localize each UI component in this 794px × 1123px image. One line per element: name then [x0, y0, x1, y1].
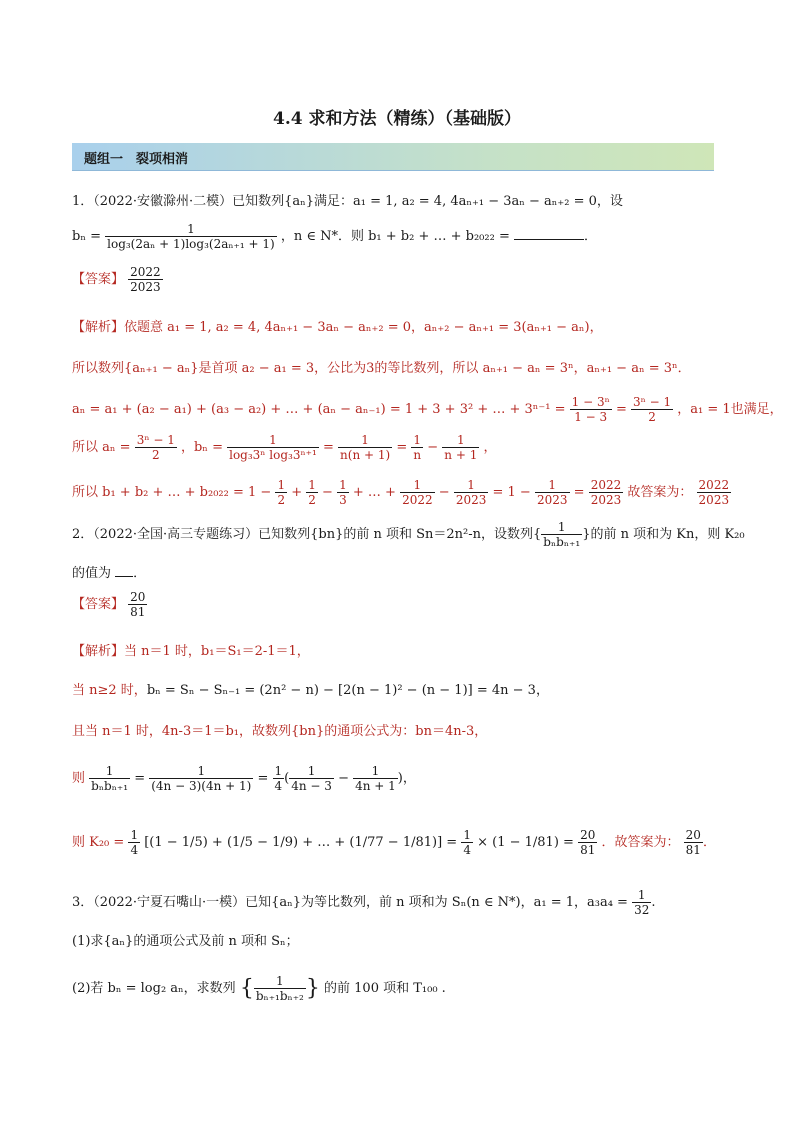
- q1-stem-line1: 1．（2022·安徽滁州·二模）已知数列{aₙ}满足：a₁ = 1, a₂ = 4, 4aₙ₊₁ − 3aₙ − aₙ₊₂ = 0，设: [72, 194, 623, 209]
- q1-bn-label: bₙ =: [72, 229, 101, 244]
- q1-answer-fraction: $\frac{2022}{2023}$: [130, 265, 161, 294]
- q1-answer: [72, 265, 163, 294]
- q3-part2: (2)若 bₙ = log₂ aₙ，求数列 { $\frac{1}{\text{bₙ₊₁bₙ₊₂}}$ } 的前 100 项和 T₁₀₀ .: [72, 974, 446, 1003]
- q2-analysis-line4: 则 $\frac{1}{\text{bₙbₙ₊₁}}$ = $\frac{1}{(4n - 3)(4n + 1)}$ = $\frac{1}{4}$ ( $\frac{1}{4n - 3}$ − $\frac{1}{4n + 1}$ )，: [72, 764, 416, 793]
- q2-analysis-line2: 当 n≥2 时，bₙ = Sₙ − Sₙ₋₁ = (2n² − n) − [2(n − 1)² − (n − 1)] = 4n − 3，: [72, 683, 549, 698]
- q1-stem-line2: bₙ = $\frac{1}{\text{log₃(2aₙ + 1)log₃(2aₙ₊₁ + 1)}}$ ，n ∈ N*．则 b₁ + b₂ + … + b₂₀₂₂ = ．: [72, 222, 597, 251]
- q2-analysis-line1: 【解析】当 n＝1 时，b₁＝S₁＝2-1＝1，: [72, 644, 310, 659]
- q3-part1: (1)求{aₙ}的通项公式及前 n 项和 Sₙ；: [72, 934, 299, 949]
- section-title: 题组一 裂项相消: [84, 152, 189, 167]
- answer-label: 【答案】: [72, 597, 125, 612]
- q1-analysis-line4: 所以 aₙ = $\frac{\text{3ⁿ − 1}}{2}$ ，bₙ = $\frac{1}{\text{log₃3ⁿ log₃3ⁿ⁺¹}}$ = $\frac{1}{n(n + 1)}$ = $\frac{1}{n}$ − $\frac{1}{n + 1}$ ，: [72, 433, 497, 462]
- answer-blank: [115, 564, 133, 577]
- q2-analysis-line3: 且当 n＝1 时，4n-3＝1＝b₁，故数列{bn}的通项公式为：bn＝4n-3，: [72, 724, 488, 739]
- q2-stem-line2: 的值为 ．: [72, 566, 147, 581]
- q1-bn-fraction: $\frac{1}{\text{log₃(2aₙ + 1)log₃(2aₙ₊₁ + 1)}}$: [107, 222, 275, 251]
- q2-answer-fraction: $\frac{20}{81}$: [130, 590, 146, 619]
- q1-analysis-line1: 【解析】依题意 a₁ = 1, a₂ = 4, 4aₙ₊₁ − 3aₙ − aₙ₊₂ = 0，aₙ₊₂ − aₙ₊₁ = 3(aₙ₊₁ − aₙ)，: [72, 320, 603, 335]
- analysis-label: 【解析】: [72, 320, 125, 335]
- q2-analysis-line5: 则 K₂₀ = $\frac{1}{4}$ [(1 − 1/5) + (1/5 − 1/9) + … + (1/77 − 1/81)] = $\frac{1}{4}$ × (1 − 1/81) = $\frac{20}{81}$ ．故答案为： $\frac{20}{81}$ ．: [72, 828, 716, 857]
- page-title: 4.4 求和方法（精练）（基础版）: [273, 109, 521, 129]
- q1-analysis-line5: 所以 b₁ + b₂ + … + b₂₀₂₂ = 1 − $\frac{1}{2}$ + $\frac{1}{2}$ − $\frac{1}{3}$ + … + $\frac{1}{2022}$ − $\frac{1}{2023}$ = 1 − $\frac{1}{2023}$ = $\frac{2022}{2023}$ 故答案为： $\frac{2022}{2023}$: [72, 478, 730, 507]
- q2-answer: [72, 590, 147, 619]
- q3-stem: 3．（2022·宁夏石嘴山·一模）已知{aₙ}为等比数列，前 n 项和为 Sₙ(n ∈ N*)，a₁ = 1，a₃a₄ = $\frac{1}{32}$ .: [72, 888, 656, 917]
- section-header: [72, 143, 714, 171]
- q1-analysis-line3: aₙ = a₁ + (a₂ − a₁) + (a₃ − a₂) + … + (aₙ − aₙ₋₁) = 1 + 3 + 3² + … + 3ⁿ⁻¹ = $\frac{\text{1 − 3ⁿ}}{1 - 3}$ = $\frac{\text{3ⁿ − 1}}{2}$ ，a₁ = 1也满足，: [72, 395, 783, 424]
- answer-label: 【答案】: [72, 272, 125, 287]
- answer-blank: [514, 227, 584, 240]
- q2-stem-line1: 2．（2022·全国·高三专题练习）已知数列{bn}的前 n 项和 Sn＝2n²-n，设数列{ $\frac{1}{\text{bₙbₙ₊₁}}$ }的前 n 项和为 Kn，则 K₂₀: [72, 520, 745, 549]
- q1-analysis-line2: 所以数列{aₙ₊₁ − aₙ}是首项 a₂ − a₁ = 3，公比为3的等比数列，所以 aₙ₊₁ − aₙ = 3ⁿ，aₙ₊₁ − aₙ = 3ⁿ．: [72, 361, 691, 376]
- analysis-label: 【解析】: [72, 644, 125, 659]
